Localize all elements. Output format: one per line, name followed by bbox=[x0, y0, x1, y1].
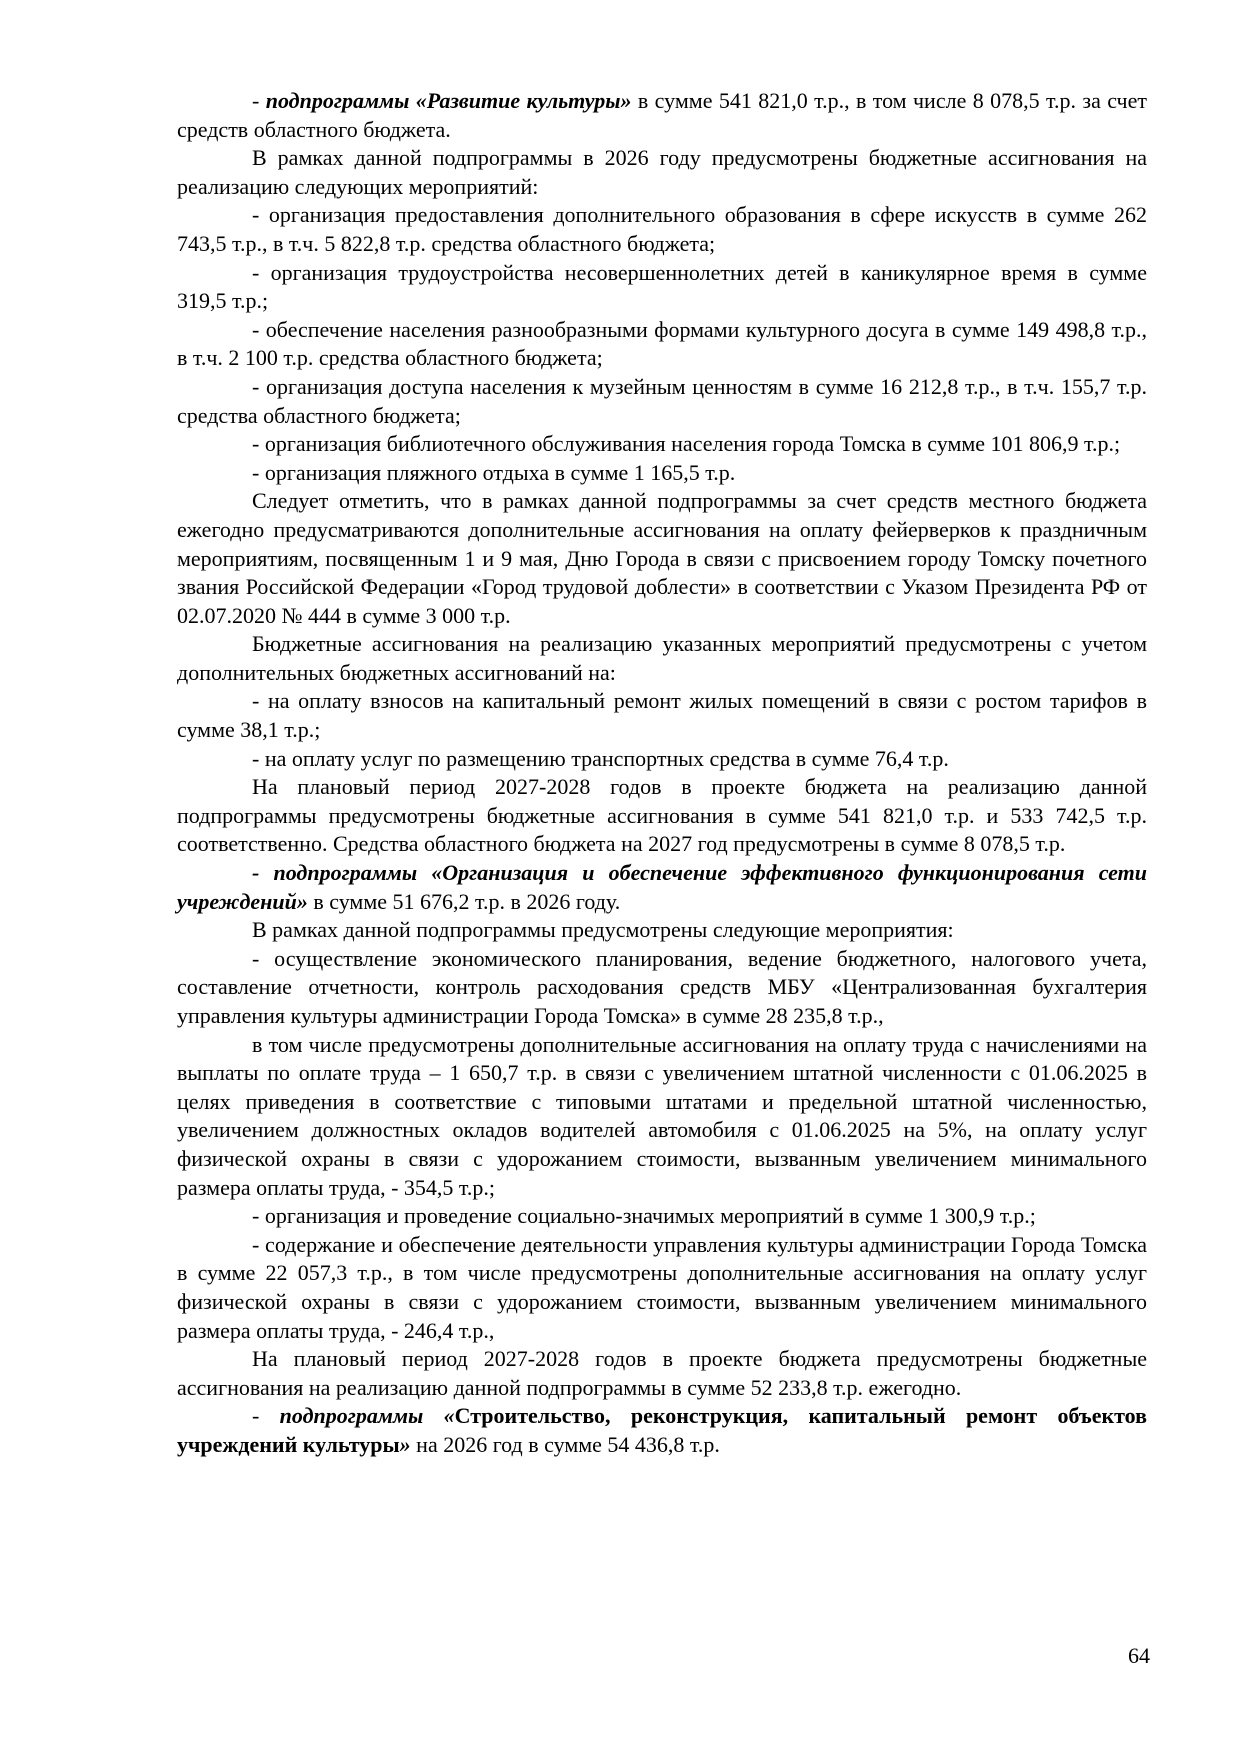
text-run: в сумме 51 676,2 т.р. в 2026 году. bbox=[307, 888, 621, 914]
text-run: - обеспечение населения разнообразными формами культурного досуга в сумме 149 498,8 т.р., в т.ч. 2 100 т.р. средства областного бюджета; bbox=[177, 316, 1147, 371]
paragraph bbox=[177, 373, 1147, 430]
paragraph bbox=[177, 773, 1147, 859]
text-run: - осуществление экономического планирования, ведение бюджетного, налогового учета, составление отчетности, контроль расходования средств МБУ «Централизованная бухгалтерия управления культуры администрации Города Томска» в сумме 28 235,8 т.р., bbox=[177, 945, 1147, 1028]
paragraph bbox=[177, 316, 1147, 373]
text-run: - организация пляжного отдыха в сумме 1 165,5 т.р. bbox=[252, 459, 736, 485]
paragraph bbox=[177, 1345, 1147, 1402]
paragraph bbox=[177, 1402, 1147, 1459]
text-run: - организация доступа населения к музейным ценностям в сумме 16 212,8 т.р., в т.ч. 155,7 т.р. средства областного бюджета; bbox=[177, 373, 1147, 428]
paragraph bbox=[177, 630, 1147, 687]
text-run: - на оплату услуг по размещению транспортных средства в сумме 76,4 т.р. bbox=[252, 745, 949, 771]
paragraph bbox=[177, 487, 1147, 630]
emphasis-text: Строительство, реконструкция, капитальный ремонт объектов учреждений культуры bbox=[177, 1403, 1148, 1457]
text-run: - содержание и обеспечение деятельности управления культуры администрации Города Томска в сумме 22 057,3 т.р., в том числе предусмотрены дополнительные ассигнования на оплату услуг физической охраны в связи с удорожанием стоимости, вызванным увеличением минимального размера оплаты труда, - 246,4 т.р., bbox=[177, 1231, 1147, 1343]
text-run: - на оплату взносов на капитальный ремонт жилых помещений в связи с ростом тарифов в сумме 38,1 т.р.; bbox=[177, 688, 1147, 743]
text-run: Следует отметить, что в рамках данной подпрограммы за счет средств местного бюджета ежегодно предусматриваются дополнительные ассигнования на оплату фейерверков к праздничным мероприятиям, посвященным 1 и 9 мая, Дню Города в связи с присвоением городу Томску почетного звания Российской Федерации «Город трудовой доблести» в соответствии с Указом Президента РФ от 02.07.2020 № 444 в сумме 3 000 т.р. bbox=[177, 488, 1147, 628]
page-number: 64 bbox=[1128, 1643, 1150, 1668]
emphasis-text: » bbox=[399, 1431, 411, 1457]
emphasis-text: - подпрограммы «Организация и обеспечение эффективного функционирования сети учреждений» bbox=[177, 860, 1147, 914]
paragraph bbox=[177, 144, 1147, 201]
text-run: На плановый период 2027-2028 годов в проекте бюджета на реализацию данной подпрограммы предусмотрены бюджетные ассигнования в сумме 541 821,0 т.р. и 533 742,5 т.р. соответственно. Средства областного бюджета на 2027 год предусмотрены в сумме 8 078,5 т.р. bbox=[177, 774, 1147, 857]
paragraph bbox=[177, 201, 1147, 258]
text-run: На плановый период 2027-2028 годов в проекте бюджета предусмотрены бюджетные ассигнования на реализацию данной подпрограммы в сумме 52 233,8 т.р. ежегодно. bbox=[177, 1346, 1147, 1400]
text-run: - bbox=[252, 88, 266, 113]
text-run: в сумме 541 821,0 т.р., в том числе 8 078,5 т.р. за счет средств областного бюджета. bbox=[177, 88, 1147, 142]
paragraph bbox=[177, 687, 1147, 744]
paragraph bbox=[177, 430, 1147, 459]
paragraph bbox=[177, 1231, 1147, 1345]
text-run: в том числе предусмотрены дополнительные ассигнования на оплату труда с начислениями на выплаты по оплате труда – 1 650,7 т.р. в связи с увеличением штатной численности с 01.06.2025 в целях приведения в соответствие с типовыми штатами и предельной штатной численностью, увеличением должностных окладов водителей автомобиля с 01.06.2025 на 5%, на оплату услуг физической охраны в связи с удорожанием стоимости, вызванным увеличением минимального размера оплаты труда, - 354,5 т.р.; bbox=[177, 1031, 1147, 1200]
paragraph bbox=[177, 745, 1147, 774]
text-run: В рамках данной подпрограммы предусмотрены следующие мероприятия: bbox=[252, 917, 954, 943]
text-run: - bbox=[252, 1403, 280, 1429]
paragraph bbox=[177, 1031, 1147, 1203]
text-run: - организация предоставления дополнительного образования в сфере искусств в сумме 262 743,5 т.р., в т.ч. 5 822,8 т.р. средства областного бюджета; bbox=[177, 202, 1147, 256]
paragraph bbox=[177, 259, 1147, 316]
text-run: - организация трудоустройства несовершеннолетних детей в каникулярное время в сумме 319,5 т.р.; bbox=[177, 259, 1147, 314]
text-run: Бюджетные ассигнования на реализацию указанных мероприятий предусмотрены с учетом дополнительных бюджетных ассигнований на: bbox=[177, 631, 1147, 685]
text-run: - организация библиотечного обслуживания населения города Томска в сумме 101 806,9 т.р.; bbox=[252, 431, 1121, 457]
paragraph bbox=[177, 459, 1147, 488]
text-run: на 2026 год в сумме 54 436,8 т.р. bbox=[410, 1431, 720, 1457]
paragraph bbox=[177, 87, 1147, 144]
paragraph bbox=[177, 945, 1147, 1031]
emphasis-text: подпрограммы « bbox=[279, 1403, 455, 1429]
paragraph bbox=[177, 916, 1147, 945]
document-body bbox=[177, 87, 1147, 1460]
emphasis-text: подпрограммы «Развитие культуры» bbox=[265, 88, 632, 113]
paragraph bbox=[177, 1202, 1147, 1231]
text-run: - организация и проведение социально-значимых мероприятий в сумме 1 300,9 т.р.; bbox=[252, 1203, 1036, 1229]
paragraph bbox=[177, 859, 1147, 916]
text-run: В рамках данной подпрограммы в 2026 году предусмотрены бюджетные ассигнования на реализацию следующих мероприятий: bbox=[177, 145, 1147, 199]
